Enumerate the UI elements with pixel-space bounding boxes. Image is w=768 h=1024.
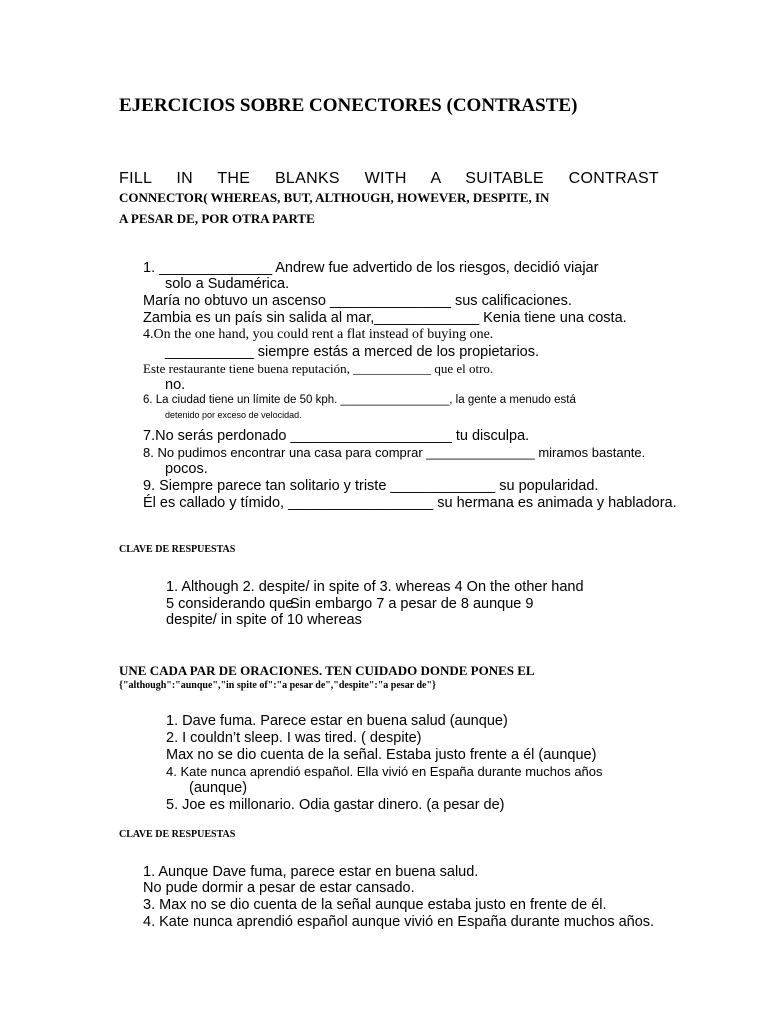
answer-line: 3. Max no se dio cuenta de la señal aunque estaba justo en frente de él.	[143, 897, 607, 913]
answer-line: 4. Kate nunca aprendió español aunque vivió en España durante muchos años.	[143, 914, 655, 930]
section2-mapping: {"although":"aunque","in spite of":"a pesar de","despite":"a pesar de"}	[119, 680, 436, 691]
sentence-pair: (aunque)	[189, 780, 248, 796]
fill-heading: FILL IN THE BLANKS WITH A SUITABLE CONTRAST	[119, 170, 659, 187]
answer-key-heading: CLAVE DE RESPUESTAS	[119, 829, 236, 840]
exercise-line: 1. ______________ Andrew fue advertido de los riesgos, decidió viajar	[143, 260, 599, 276]
fill-subheading-1: CONNECTOR( WHEREAS, BUT, ALTHOUGH, HOWEVER, DESPITE, IN	[119, 190, 550, 205]
exercise-line: no.	[165, 377, 186, 393]
exercise-line: ___________ siempre estás a merced de los propietarios.	[165, 344, 540, 360]
exercise-line: pocos.	[165, 461, 208, 477]
exercise-line: 9. Siempre parece tan solitario y triste _____________ su popularidad.	[143, 478, 599, 494]
exercise-line: solo a Sudamérica.	[165, 276, 290, 292]
fill-subheading-2: A PESAR DE, POR OTRA PARTE	[119, 211, 315, 226]
exercise-line: 7.No serás perdonado ____________________ tu disculpa.	[143, 428, 530, 444]
exercise-line: detenido por exceso de velocidad.	[165, 410, 302, 420]
sentence-pair: 4. Kate nunca aprendió español. Ella vivió en España durante muchos años	[166, 764, 603, 779]
exercise-line: Él es callado y tímido, __________________ su hermana es animada y habladora.	[143, 495, 677, 511]
exercise-line: 6. La ciudad tiene un límite de 50 kph. _________________, la gente a menudo está	[143, 394, 576, 406]
answer-line: 5 considerando que	[166, 596, 294, 612]
answer-key-heading: CLAVE DE RESPUESTAS	[119, 544, 236, 555]
answer-line: No pude dormir a pesar de estar cansado.	[143, 880, 415, 896]
exercise-line: 4.On the one hand, you could rent a flat instead of buying one.	[143, 327, 494, 342]
sentence-pair: 1. Dave fuma. Parece estar en buena salud (aunque)	[166, 713, 508, 729]
sentence-pair: 2. I couldn’t sleep. I was tired. ( despite)	[166, 730, 422, 746]
exercise-line: María no obtuvo un ascenso _______________ sus calificaciones.	[143, 293, 572, 309]
sentence-pair: 5. Joe es millonario. Odia gastar dinero. (a pesar de)	[166, 797, 505, 813]
exercise-line: 8. No pudimos encontrar una casa para comprar _______________ miramos bastante.	[143, 445, 646, 460]
answer-line: despite/ in spite of 10 whereas	[166, 612, 362, 628]
exercise-line: Zambia es un país sin salida al mar,_____________ Kenia tiene una costa.	[143, 310, 627, 326]
section2-heading: UNE CADA PAR DE ORACIONES. TEN CUIDADO DONDE PONES EL	[119, 663, 535, 678]
answer-line: 1. Aunque Dave fuma, parece estar en buena salud.	[143, 864, 479, 880]
exercise-line: Este restaurante tiene buena reputación, ____________ que el otro.	[143, 361, 494, 376]
answer-line: 1. Although 2. despite/ in spite of 3. whereas 4 On the other hand	[166, 579, 584, 595]
page-title: EJERCICIOS SOBRE CONECTORES (CONTRASTE)	[119, 95, 578, 116]
sentence-pair: Max no se dio cuenta de la señal. Estaba justo frente a él (aunque)	[166, 747, 597, 763]
answer-line: Sin embargo 7 a pesar de 8 aunque 9	[290, 596, 534, 612]
